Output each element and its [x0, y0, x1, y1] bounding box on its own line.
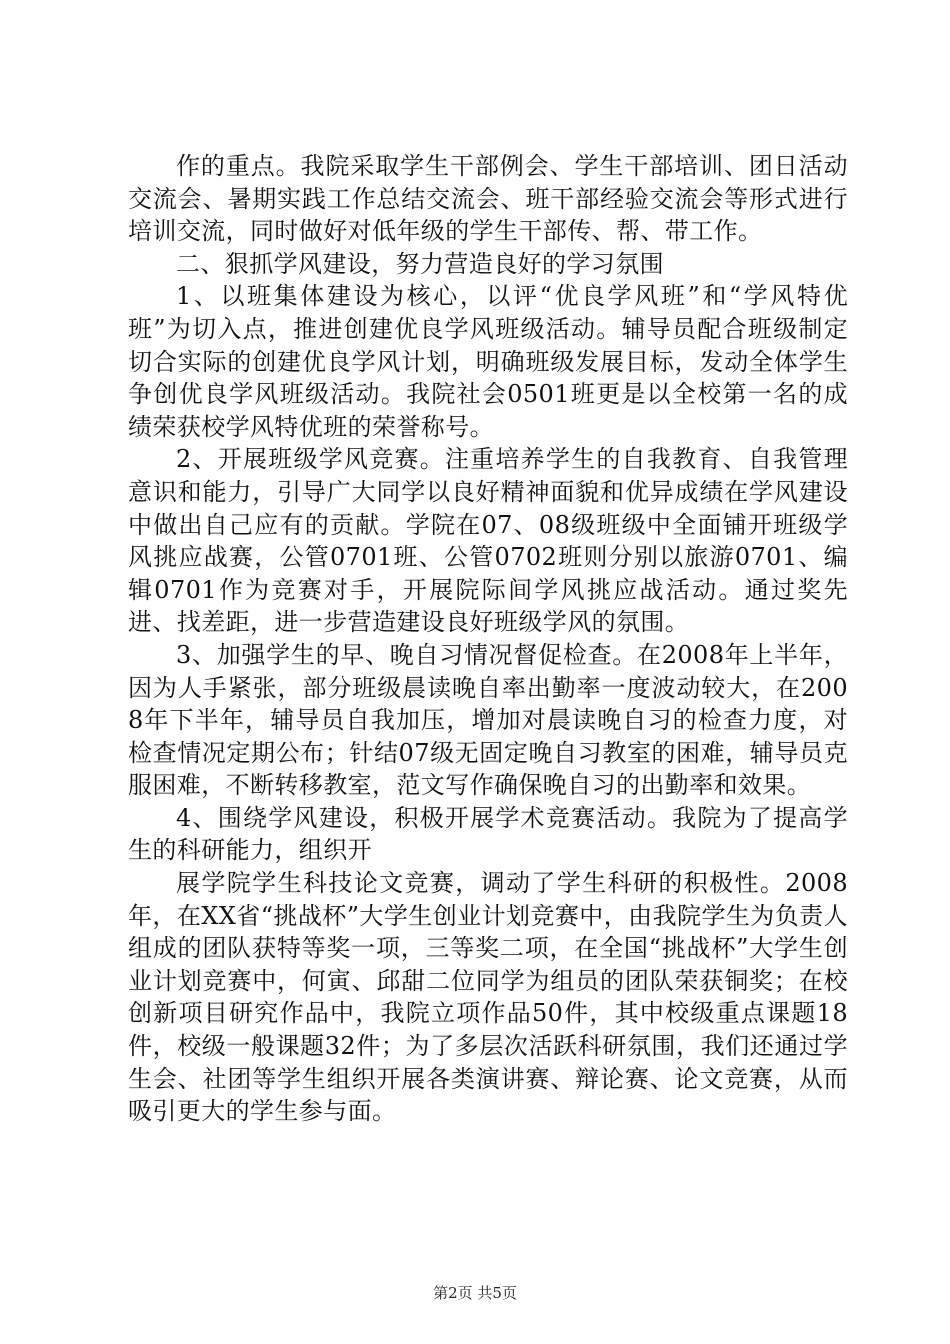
page-number-footer: 第2页 共5页 — [433, 1284, 517, 1302]
paragraph-item-4: 4、围绕学风建设，积极开展学术竞赛活动。我院为了提高学生的科研能力，组织开 — [128, 803, 848, 865]
document-body — [128, 150, 848, 1128]
paragraph-cadre-training: 作的重点。我院采取学生干部例会、学生干部培训、团日活动交流会、暑期实践工作总结交流会、班干部经验交流会等形式进行培训交流，同时做好对低年级的学生干部传、帮、带工作。 — [128, 152, 848, 246]
section-heading-study-style: 二、狠抓学风建设，努力营造良好的学习氛围 — [176, 249, 664, 278]
paragraph-item-3: 3、加强学生的早、晚自习情况督促检查。在2008年上半年，因为人手紧张，部分班级晨读晚自率出勤率一度波动较大，在2008年下半年，辅导员自我加压，增加对晨读晚自习的检查力度，对检查情况定期公布；针结07级无固定晚自习教室的困难，辅导员克服困难，不断转移教室，范文写作确保晚自习的出勤率和效果。 — [128, 640, 848, 800]
paragraph-item-4-continued: 展学院学生科技论文竞赛，调动了学生科研的积极性。2008年，在XX省“挑战杯”大学生创业计划竞赛中，由我院学生为负责人组成的团队获特等奖一项，三等奖二项，在全国“挑战杯”大学生创业计划竞赛中，何寅、邱甜二位同学为组员的团队荣获铜奖；在校创新项目研究作品中，我院立项作品50件，其中校级重点课题18件，校级一般课题32件；为了多层次活跃科研氛围，我们还通过学生会、社团等学生组织开展各类演讲赛、辩论赛、论文竞赛，从而吸引更大的学生参与面。 — [128, 869, 848, 1126]
paragraph-item-1: 1、以班集体建设为核心，以评“优良学风班”和“学风特优班”为切入点，推进创建优良学风班级活动。辅导员配合班级制定切合实际的创建优良学风计划，明确班级发展目标，发动全体学生争创优良学风班级活动。我院社会0501班更是以全校第一名的成绩荣获校学风特优班的荣誉称号。 — [128, 282, 848, 441]
paragraph-item-2: 2、开展班级学风竞赛。注重培养学生的自我教育、自我管理意识和能力，引导广大同学以良好精神面貌和优异成绩在学风建设中做出自己应有的贡献。学院在07、08级班级中全面铺开班级学风挑应战赛，公管0701班、公管0702班则分别以旅游0701、编辑0701作为竞赛对手，开展院际间学风挑应战活动。通过奖先进、找差距，进一步营造建设良好班级学风的氛围。 — [128, 445, 848, 637]
